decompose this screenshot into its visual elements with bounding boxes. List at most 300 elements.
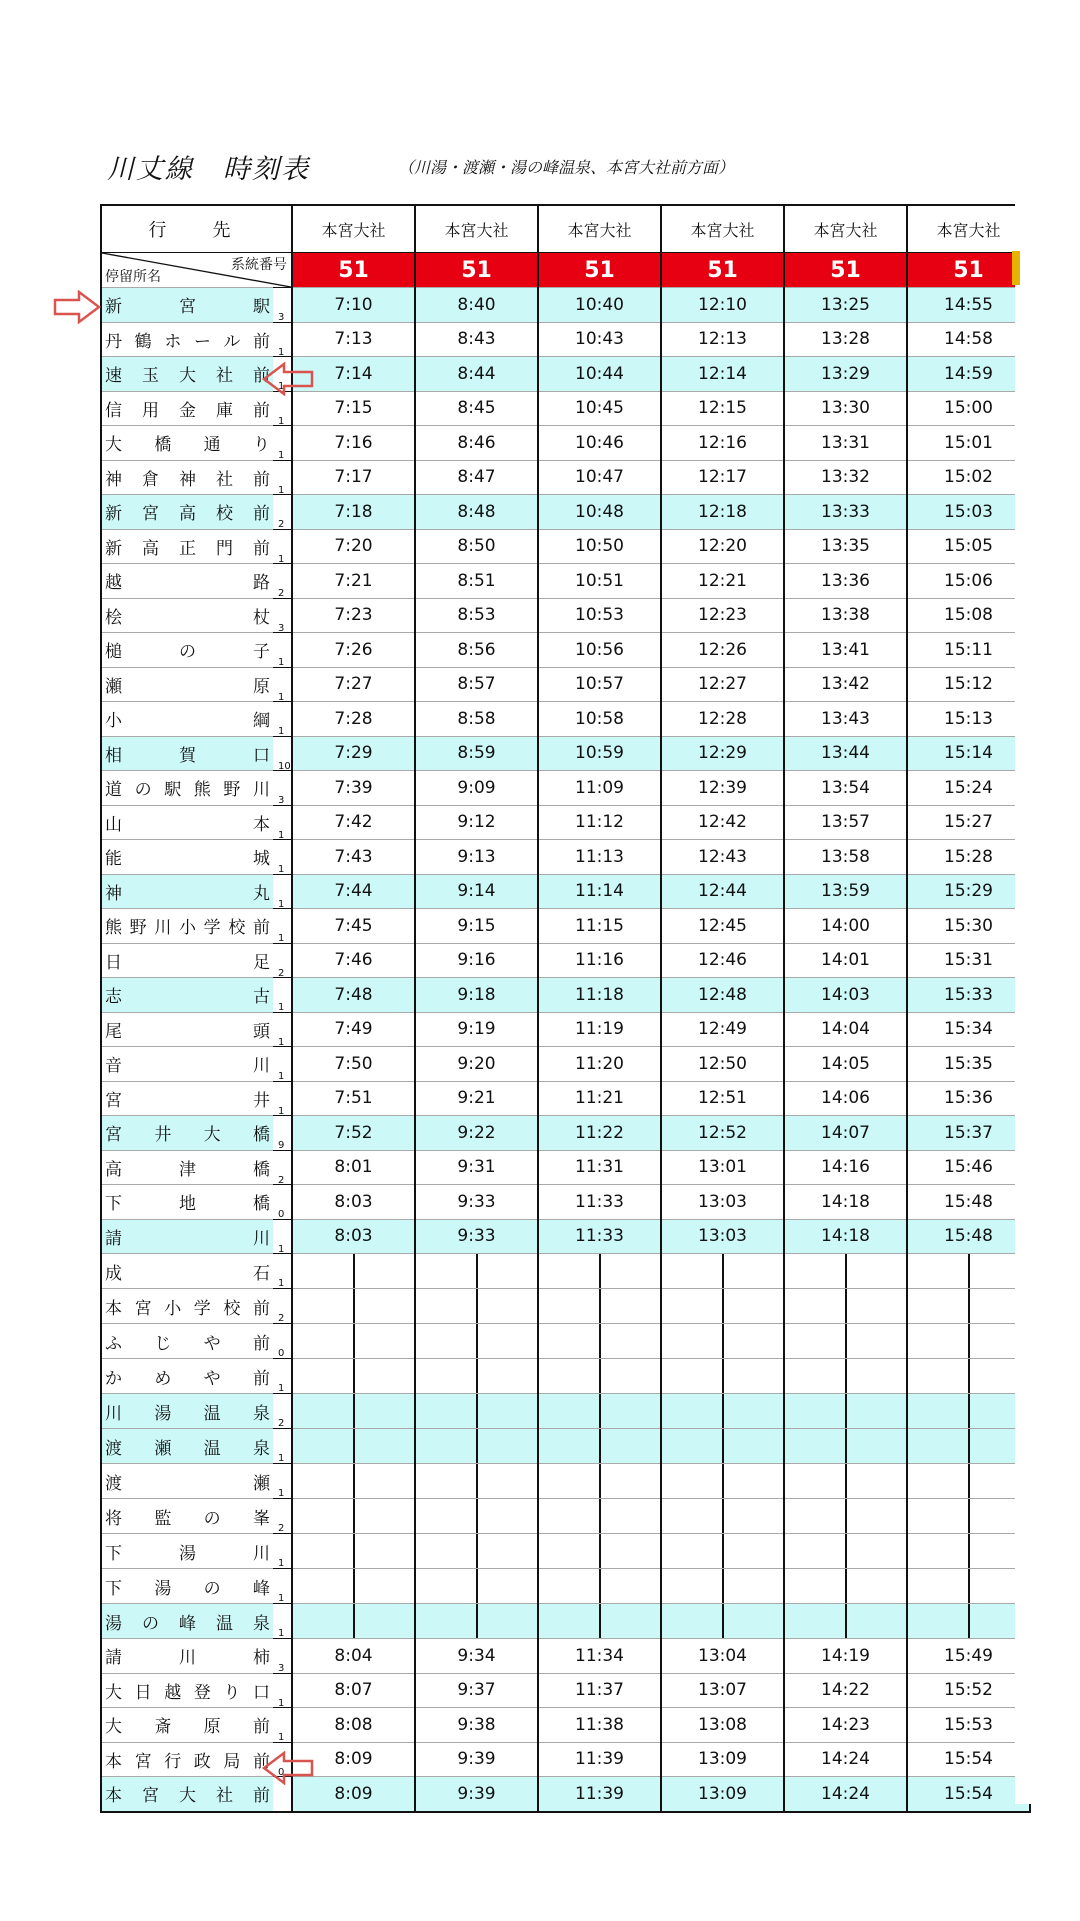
stop-name: 瀬原 xyxy=(101,667,273,702)
stop-name: 熊野川小学校前 xyxy=(101,909,273,944)
pass-through-line xyxy=(661,1569,784,1604)
pass-through-line xyxy=(968,1569,970,1603)
departure-time: 8:45 xyxy=(415,391,538,426)
departure-time: 10:59 xyxy=(538,736,661,771)
departure-time: 11:15 xyxy=(538,909,661,944)
departure-time: 14:04 xyxy=(784,1012,907,1047)
pass-through-line xyxy=(907,1324,1030,1359)
stop-name: 下湯川 xyxy=(101,1534,273,1569)
departure-time: 15:11 xyxy=(907,633,1030,668)
departure-time: 13:28 xyxy=(784,322,907,357)
departure-time: 7:26 xyxy=(292,633,415,668)
departure-time: 12:43 xyxy=(661,840,784,875)
stop-name: 志古 xyxy=(101,978,273,1013)
pass-through-line xyxy=(845,1254,847,1288)
pass-through-line xyxy=(722,1604,724,1638)
pass-through-line xyxy=(907,1534,1030,1569)
stop-name: 小綱 xyxy=(101,702,273,737)
table-row xyxy=(101,874,1030,909)
pass-through-line xyxy=(722,1324,724,1358)
pass-through-line xyxy=(292,1464,415,1499)
departure-time: 11:16 xyxy=(538,943,661,978)
travel-minutes-cell xyxy=(273,1116,292,1151)
stop-name: 丹鶴ホール前 xyxy=(101,322,273,357)
departure-time: 13:33 xyxy=(784,495,907,530)
pass-through-line xyxy=(722,1534,724,1568)
departure-time: 15:01 xyxy=(907,426,1030,461)
departure-time: 10:48 xyxy=(538,495,661,530)
pass-through-line xyxy=(353,1394,355,1428)
departure-time: 12:49 xyxy=(661,1012,784,1047)
travel-minutes: 2 xyxy=(278,967,285,979)
pass-through-line xyxy=(415,1569,538,1604)
table-row xyxy=(101,909,1030,944)
departure-time: 7:50 xyxy=(292,1047,415,1082)
travel-minutes: 1 xyxy=(278,1453,285,1464)
departure-time: 10:56 xyxy=(538,633,661,668)
pass-through-line xyxy=(292,1254,415,1289)
departure-time: 7:52 xyxy=(292,1116,415,1151)
travel-minutes-cell xyxy=(273,1499,292,1534)
departure-time: 14:16 xyxy=(784,1150,907,1185)
departure-time: 15:54 xyxy=(907,1777,1030,1812)
pass-through-line xyxy=(599,1464,601,1498)
timetable xyxy=(100,204,1031,1813)
travel-minutes: 1 xyxy=(278,1105,285,1117)
pass-through-line xyxy=(292,1289,415,1324)
pass-through-line xyxy=(599,1604,601,1638)
departure-time: 7:39 xyxy=(292,771,415,806)
pass-through-line xyxy=(538,1464,661,1499)
route-header-cell xyxy=(101,253,292,288)
pass-through-line xyxy=(415,1499,538,1534)
departure-time: 15:35 xyxy=(907,1047,1030,1082)
pass-through-line xyxy=(661,1604,784,1639)
destination-cell: 本宮大社 xyxy=(415,205,538,253)
departure-time: 7:14 xyxy=(292,357,415,392)
departure-time: 12:51 xyxy=(661,1081,784,1116)
departure-time: 9:20 xyxy=(415,1047,538,1082)
table-row xyxy=(101,391,1030,426)
pass-through-line xyxy=(538,1569,661,1604)
departure-time: 9:19 xyxy=(415,1012,538,1047)
pass-through-line xyxy=(722,1569,724,1603)
table-row xyxy=(101,1639,1030,1674)
table-row xyxy=(101,1289,1030,1324)
pass-through-line xyxy=(415,1534,538,1569)
departure-time: 12:29 xyxy=(661,736,784,771)
pass-through-line xyxy=(661,1534,784,1569)
travel-minutes: 3 xyxy=(278,1663,285,1674)
departure-time: 13:09 xyxy=(661,1777,784,1812)
pass-through-line xyxy=(538,1289,661,1324)
departure-time: 7:27 xyxy=(292,667,415,702)
departure-time: 11:34 xyxy=(538,1639,661,1674)
departure-time: 11:33 xyxy=(538,1185,661,1220)
pass-through-line xyxy=(661,1429,784,1464)
pass-through-line xyxy=(476,1464,478,1498)
table-row xyxy=(101,1219,1030,1254)
departure-time: 14:24 xyxy=(784,1777,907,1812)
departure-time: 14:19 xyxy=(784,1639,907,1674)
departure-time: 11:37 xyxy=(538,1673,661,1708)
travel-minutes: 0 xyxy=(278,1209,285,1220)
departure-time: 15:27 xyxy=(907,805,1030,840)
travel-minutes-cell xyxy=(273,1464,292,1499)
table-row xyxy=(101,1150,1030,1185)
travel-minutes-cell xyxy=(273,495,292,530)
stop-name: 能城 xyxy=(101,840,273,875)
pass-through-line xyxy=(292,1604,415,1639)
pass-through-line xyxy=(353,1359,355,1393)
travel-minutes: 2 xyxy=(278,1313,285,1324)
travel-minutes-cell xyxy=(273,702,292,737)
departure-time: 15:53 xyxy=(907,1708,1030,1743)
travel-minutes: 1 xyxy=(278,1697,285,1709)
departure-time: 9:31 xyxy=(415,1150,538,1185)
page-title: 川丈線 時刻表 xyxy=(107,154,310,185)
departure-time: 12:44 xyxy=(661,874,784,909)
pass-through-line xyxy=(722,1359,724,1393)
departure-time: 12:27 xyxy=(661,667,784,702)
departure-time: 7:20 xyxy=(292,529,415,564)
departure-time: 10:40 xyxy=(538,288,661,323)
pass-through-line xyxy=(661,1499,784,1534)
departure-time: 7:45 xyxy=(292,909,415,944)
travel-minutes: 0 xyxy=(278,1766,285,1778)
departure-time: 9:12 xyxy=(415,805,538,840)
clipped-edge xyxy=(1015,204,1080,1804)
departure-time: 12:42 xyxy=(661,805,784,840)
departure-time: 13:03 xyxy=(661,1219,784,1254)
stop-name: 新宮高校前 xyxy=(101,495,273,530)
travel-minutes: 1 xyxy=(278,898,285,910)
table-row xyxy=(101,1394,1030,1429)
departure-time: 10:45 xyxy=(538,391,661,426)
travel-minutes: 3 xyxy=(278,795,285,806)
departure-time: 11:22 xyxy=(538,1116,661,1151)
departure-time: 7:21 xyxy=(292,564,415,599)
pass-through-line xyxy=(353,1289,355,1323)
departure-time: 15:34 xyxy=(907,1012,1030,1047)
departure-time: 13:32 xyxy=(784,460,907,495)
pass-through-line xyxy=(353,1534,355,1568)
departure-time: 8:09 xyxy=(292,1777,415,1812)
pass-through-line xyxy=(907,1429,1030,1464)
travel-minutes: 1 xyxy=(278,1628,285,1639)
stop-name: 大橋通り xyxy=(101,426,273,461)
pass-through-line xyxy=(415,1604,538,1639)
pass-through-line xyxy=(599,1324,601,1358)
table-row xyxy=(101,1673,1030,1708)
departure-time: 11:12 xyxy=(538,805,661,840)
travel-minutes: 2 xyxy=(278,1418,285,1429)
pass-through-line xyxy=(599,1394,601,1428)
pass-through-line xyxy=(661,1254,784,1289)
table-row xyxy=(101,1324,1030,1359)
pass-through-line xyxy=(476,1324,478,1358)
departure-time: 7:13 xyxy=(292,322,415,357)
departure-time: 12:17 xyxy=(661,460,784,495)
travel-minutes-cell xyxy=(273,391,292,426)
table-row xyxy=(101,771,1030,806)
departure-time: 8:48 xyxy=(415,495,538,530)
departure-time: 15:06 xyxy=(907,564,1030,599)
departure-time: 14:07 xyxy=(784,1116,907,1151)
departure-time: 7:18 xyxy=(292,495,415,530)
travel-minutes-cell xyxy=(273,322,292,357)
table-row xyxy=(101,1742,1030,1777)
pass-through-line xyxy=(415,1324,538,1359)
travel-minutes-cell xyxy=(273,1324,292,1359)
pass-through-line xyxy=(415,1289,538,1324)
travel-minutes: 1 xyxy=(278,657,285,668)
table-row xyxy=(101,1569,1030,1604)
travel-minutes: 2 xyxy=(278,519,285,530)
travel-minutes-cell xyxy=(273,1289,292,1324)
table-row xyxy=(101,1047,1030,1082)
pass-through-line xyxy=(784,1429,907,1464)
travel-minutes: 3 xyxy=(278,312,285,323)
pass-through-line xyxy=(968,1464,970,1498)
departure-time: 14:03 xyxy=(784,978,907,1013)
stop-name: 速玉大社前 xyxy=(101,357,273,392)
departure-time: 14:06 xyxy=(784,1081,907,1116)
departure-time: 14:23 xyxy=(784,1708,907,1743)
pass-through-line xyxy=(292,1324,415,1359)
travel-minutes: 1 xyxy=(278,726,285,737)
table-row xyxy=(101,1185,1030,1220)
stop-name: 道の駅熊野川 xyxy=(101,771,273,806)
pass-through-line xyxy=(845,1394,847,1428)
travel-minutes-cell xyxy=(273,1359,292,1394)
pass-through-line xyxy=(845,1324,847,1358)
destination-cell: 本宮大社 xyxy=(907,205,1030,253)
travel-minutes-cell xyxy=(273,1639,292,1674)
departure-time: 11:21 xyxy=(538,1081,661,1116)
departure-time: 12:50 xyxy=(661,1047,784,1082)
departure-time: 15:05 xyxy=(907,529,1030,564)
travel-minutes: 1 xyxy=(278,346,285,358)
pass-through-line xyxy=(538,1359,661,1394)
departure-time: 15:02 xyxy=(907,460,1030,495)
stop-name: 宮井大橋 xyxy=(101,1116,273,1151)
departure-time: 12:39 xyxy=(661,771,784,806)
departure-time: 12:45 xyxy=(661,909,784,944)
stop-name: 渡瀬温泉 xyxy=(101,1429,273,1464)
stop-name: 音川 xyxy=(101,1047,273,1082)
travel-minutes: 2 xyxy=(278,1523,285,1534)
departure-time: 11:19 xyxy=(538,1012,661,1047)
travel-minutes-cell xyxy=(273,633,292,668)
departure-time: 12:13 xyxy=(661,322,784,357)
stop-name: 日足 xyxy=(101,943,273,978)
table-row xyxy=(101,357,1030,392)
travel-minutes: 2 xyxy=(278,1174,285,1186)
departure-time: 15:14 xyxy=(907,736,1030,771)
travel-minutes-cell xyxy=(273,1219,292,1254)
travel-minutes-cell xyxy=(273,667,292,702)
departure-time: 8:57 xyxy=(415,667,538,702)
departure-time: 14:05 xyxy=(784,1047,907,1082)
departure-time: 8:40 xyxy=(415,288,538,323)
destination-cell: 本宮大社 xyxy=(784,205,907,253)
stop-name: 下湯の峰 xyxy=(101,1569,273,1604)
pass-through-line xyxy=(907,1569,1030,1604)
departure-time: 15:33 xyxy=(907,978,1030,1013)
pass-through-line xyxy=(784,1534,907,1569)
route-row xyxy=(101,253,1030,288)
departure-time: 15:28 xyxy=(907,840,1030,875)
route-number: 51 xyxy=(661,253,784,288)
departure-time: 12:16 xyxy=(661,426,784,461)
stop-name: 相賀口 xyxy=(101,736,273,771)
travel-minutes: 1 xyxy=(278,381,285,392)
travel-minutes-cell xyxy=(273,1708,292,1743)
pass-through-line xyxy=(845,1534,847,1568)
departure-time: 10:58 xyxy=(538,702,661,737)
stop-name: 大斎原前 xyxy=(101,1708,273,1743)
departure-time: 7:15 xyxy=(292,391,415,426)
stop-name: 将監の峯 xyxy=(101,1499,273,1534)
departure-time: 11:31 xyxy=(538,1150,661,1185)
table-row xyxy=(101,805,1030,840)
pass-through-line xyxy=(599,1359,601,1393)
travel-minutes: 1 xyxy=(278,553,285,565)
travel-minutes: 1 xyxy=(278,415,285,427)
departure-time: 7:10 xyxy=(292,288,415,323)
travel-minutes-cell xyxy=(273,564,292,599)
pass-through-line xyxy=(907,1359,1030,1394)
departure-time: 14:01 xyxy=(784,943,907,978)
departure-time: 13:58 xyxy=(784,840,907,875)
departure-time: 13:25 xyxy=(784,288,907,323)
route-number: 51 xyxy=(292,253,415,288)
pass-through-line xyxy=(784,1569,907,1604)
departure-time: 13:31 xyxy=(784,426,907,461)
departure-time: 12:20 xyxy=(661,529,784,564)
pass-through-line xyxy=(476,1569,478,1603)
route-number-label: 系統番号 xyxy=(231,257,287,273)
departure-time: 9:13 xyxy=(415,840,538,875)
arrow-pointing-left-icon xyxy=(262,362,314,396)
table-row xyxy=(101,288,1030,323)
pass-through-line xyxy=(907,1604,1030,1639)
next-route-cell-partial xyxy=(1012,251,1020,285)
departure-time: 15:00 xyxy=(907,391,1030,426)
departure-time: 13:36 xyxy=(784,564,907,599)
departure-time: 14:55 xyxy=(907,288,1030,323)
stop-name: 本宮小学校前 xyxy=(101,1289,273,1324)
departure-time: 8:56 xyxy=(415,633,538,668)
stop-name: 本宮行政局前 xyxy=(101,1742,273,1777)
travel-minutes-cell xyxy=(273,529,292,564)
pass-through-line xyxy=(968,1499,970,1533)
departure-time: 8:43 xyxy=(415,322,538,357)
departure-time: 10:46 xyxy=(538,426,661,461)
pass-through-line xyxy=(599,1499,601,1533)
departure-time: 12:21 xyxy=(661,564,784,599)
departure-time: 11:20 xyxy=(538,1047,661,1082)
departure-time: 11:09 xyxy=(538,771,661,806)
pass-through-line xyxy=(292,1499,415,1534)
pass-through-line xyxy=(968,1324,970,1358)
travel-minutes-cell xyxy=(273,1534,292,1569)
travel-minutes-cell xyxy=(273,1569,292,1604)
departure-time: 8:59 xyxy=(415,736,538,771)
departure-time: 7:16 xyxy=(292,426,415,461)
travel-minutes: 1 xyxy=(278,691,285,703)
departure-time: 10:50 xyxy=(538,529,661,564)
pass-through-line xyxy=(353,1464,355,1498)
pass-through-line xyxy=(968,1394,970,1428)
departure-time: 13:54 xyxy=(784,771,907,806)
departure-time: 13:29 xyxy=(784,357,907,392)
departure-time: 9:34 xyxy=(415,1639,538,1674)
table-row xyxy=(101,1254,1030,1289)
departure-time: 7:28 xyxy=(292,702,415,737)
pass-through-line xyxy=(845,1569,847,1603)
departure-time: 14:22 xyxy=(784,1673,907,1708)
table-row xyxy=(101,633,1030,668)
table-row xyxy=(101,736,1030,771)
pass-through-line xyxy=(968,1254,970,1288)
departure-time: 11:18 xyxy=(538,978,661,1013)
travel-minutes-cell xyxy=(273,840,292,875)
departure-time: 9:18 xyxy=(415,978,538,1013)
departure-time: 13:30 xyxy=(784,391,907,426)
stop-name: 信用金庫前 xyxy=(101,391,273,426)
departure-time: 8:51 xyxy=(415,564,538,599)
stop-name: 請川柿 xyxy=(101,1639,273,1674)
pass-through-line xyxy=(415,1464,538,1499)
page-subtitle: （川湯・渡瀬・湯の峰温泉、本宮大社前方面） xyxy=(398,158,735,177)
stop-name: 成石 xyxy=(101,1254,273,1289)
pass-through-line xyxy=(722,1499,724,1533)
travel-minutes-cell xyxy=(273,978,292,1013)
departure-time: 10:44 xyxy=(538,357,661,392)
pass-through-line xyxy=(415,1394,538,1429)
pass-through-line xyxy=(353,1429,355,1463)
travel-minutes-cell xyxy=(273,1429,292,1464)
departure-time: 13:43 xyxy=(784,702,907,737)
travel-minutes: 1 xyxy=(278,1071,285,1082)
departure-time: 13:07 xyxy=(661,1673,784,1708)
pass-through-line xyxy=(538,1254,661,1289)
travel-minutes-cell xyxy=(273,1012,292,1047)
pass-through-line xyxy=(415,1429,538,1464)
pass-through-line xyxy=(968,1289,970,1323)
departure-time: 15:48 xyxy=(907,1185,1030,1220)
table-row xyxy=(101,702,1030,737)
travel-minutes: 3 xyxy=(278,622,285,634)
stop-name: 渡瀬 xyxy=(101,1464,273,1499)
pass-through-line xyxy=(353,1499,355,1533)
travel-minutes-cell xyxy=(273,1254,292,1289)
departure-time: 10:57 xyxy=(538,667,661,702)
travel-minutes-cell xyxy=(273,598,292,633)
departure-time: 10:47 xyxy=(538,460,661,495)
departure-time: 7:17 xyxy=(292,460,415,495)
stop-name: 本宮大社前 xyxy=(101,1777,273,1812)
travel-minutes: 1 xyxy=(278,1383,285,1394)
departure-time: 10:53 xyxy=(538,598,661,633)
table-row xyxy=(101,1116,1030,1151)
stop-name: 宮井 xyxy=(101,1081,273,1116)
pass-through-line xyxy=(845,1464,847,1498)
departure-time: 13:03 xyxy=(661,1185,784,1220)
table-row xyxy=(101,667,1030,702)
